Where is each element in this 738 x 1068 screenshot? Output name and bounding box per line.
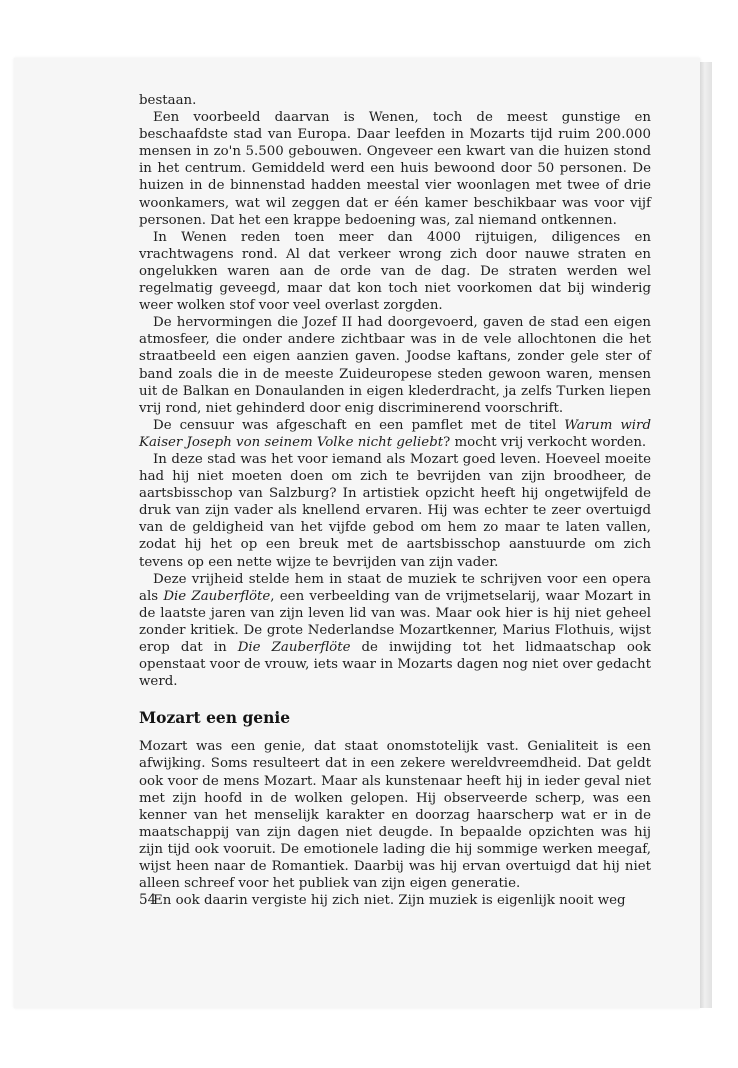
text-run: Deze vrijheid stelde hem in staat de muziek te schrijven voor een opera als bbox=[139, 571, 651, 604]
section-heading: Mozart een genie bbox=[139, 708, 291, 728]
paragraph: In Wenen reden toen meer dan 4000 rijtuigen, diligences en vrachtwagens rond. Al dat verkeer wrong zich door nauwe straten en ongelukken waren aan de orde van de dag. De straten werden wel regelmatig geveegd, maar dat kon toch niet voorkomen dat bij winderig weer wolken stof voor veel overlast zorgden. bbox=[139, 229, 651, 314]
opera-title: Die Zauberflöte bbox=[237, 640, 351, 655]
text-run: De censuur was afgeschaft en een pamflet met de titel bbox=[153, 417, 565, 433]
page-edge bbox=[700, 62, 712, 1008]
opera-title: Die Zauberflöte bbox=[163, 588, 271, 604]
paragraph: De hervormingen die Jozef II had doorgevoerd, gaven de stad een eigen atmosfeer, die onder andere zichtbaar was in de vele allochtonen die het straatbeeld een eigen aanzien gaven. Joodse kaftans, zonder gele ster of band zoals die in de meeste Zuideuropese steden gewoon waren, mensen uit de Balkan en Donaulanden in eigen klederdracht, ja zelfs Turken liepen vrij rond, niet gehinderd door enig discriminerend voorschrift. bbox=[139, 315, 651, 416]
page-number: 54 bbox=[139, 892, 157, 908]
paragraph-vrijheid bbox=[139, 571, 651, 691]
pamphlet-title: Warum wird Kaiser Joseph von seinem Volke nicht geliebt bbox=[139, 417, 651, 450]
paragraph: Een voorbeeld daarvan is Wenen, toch de meest gunstige en beschaafdste stad van Europa. Daar leefden in Mozarts tijd ruim 200.000 mensen in zo'n 5.500 gebouwen. Ongeveer een kwart van die huizen stond in het centrum. Gemiddeld werd een huis bewoond door 50 personen. De huizen in de binnenstad hadden meestal vier woonlagen met twee of drie woonkamers, wat wil zeggen dat er één kamer beschikbaar was voor vijf personen. Dat het een krappe bedoening was, zal niemand ontkennen. bbox=[139, 110, 651, 228]
text-run: ? mocht vrij verkocht worden. bbox=[443, 434, 647, 450]
text-run: , een verbeelding van de vrijmetselarij, waar Mozart in de laatste jaren van zijn leven lid van was. Maar ook hier is hij niet geheel zonder kritiek. De grote Nederlandse Mozartkenner, Marius Flothuis, wijst erop dat in bbox=[139, 588, 652, 655]
paragraph-censuur bbox=[139, 417, 651, 451]
text-run: de inwijding tot het lidmaatschap ook openstaat voor de vrouw, iets waar in Mozarts dagen nog niet over gedacht werd. bbox=[139, 640, 652, 690]
paragraph: bestaan. bbox=[139, 93, 197, 108]
paragraph: Mozart was een genie, dat staat onomstotelijk vast. Genialiteit is een afwijking. Soms resulteert dat in een zekere wereldvreemdheid. Dat geldt ook voor de mens Mozart. Maar als kunstenaar heeft hij in ieder geval niet met zijn hoofd in de wolken gelopen. Hij observeerde scherp, was een kenner van het menselijk karakter en doorzag haarscherp wat er in de maatschappij van zijn dagen niet deugde. In bepaalde opzichten was hij zijn tijd ook vooruit. De emotionele lading die hij sommige werken meegaf, wijst heen naar de Romantiek. Daarbij was hij ervan overtuigd dat hij niet alleen schreef voor het publiek van zijn eigen generatie. bbox=[139, 739, 651, 892]
paragraph: En ook daarin vergiste hij zich niet. Zijn muziek is eigenlijk nooit weg bbox=[153, 893, 626, 909]
paragraph: In deze stad was het voor iemand als Mozart goed leven. Hoeveel moeite had hij niet moeten doen om zich te bevrijden van zijn broodheer, de aartsbisschop van Salzburg? In artistiek opzicht heeft hij ongetwijfeld de druk van zijn vader als knellend ervaren. Hij was echter te zeer overtuigd van de geldigheid van het vijfde gebod om hem zo maar te laten vallen, zodat hij het op een breuk met de aartsbisschop aanstuurde om zich tevens op een nette wijze te bevrijden van zijn vader. bbox=[139, 451, 651, 570]
body-text bbox=[139, 92, 651, 909]
